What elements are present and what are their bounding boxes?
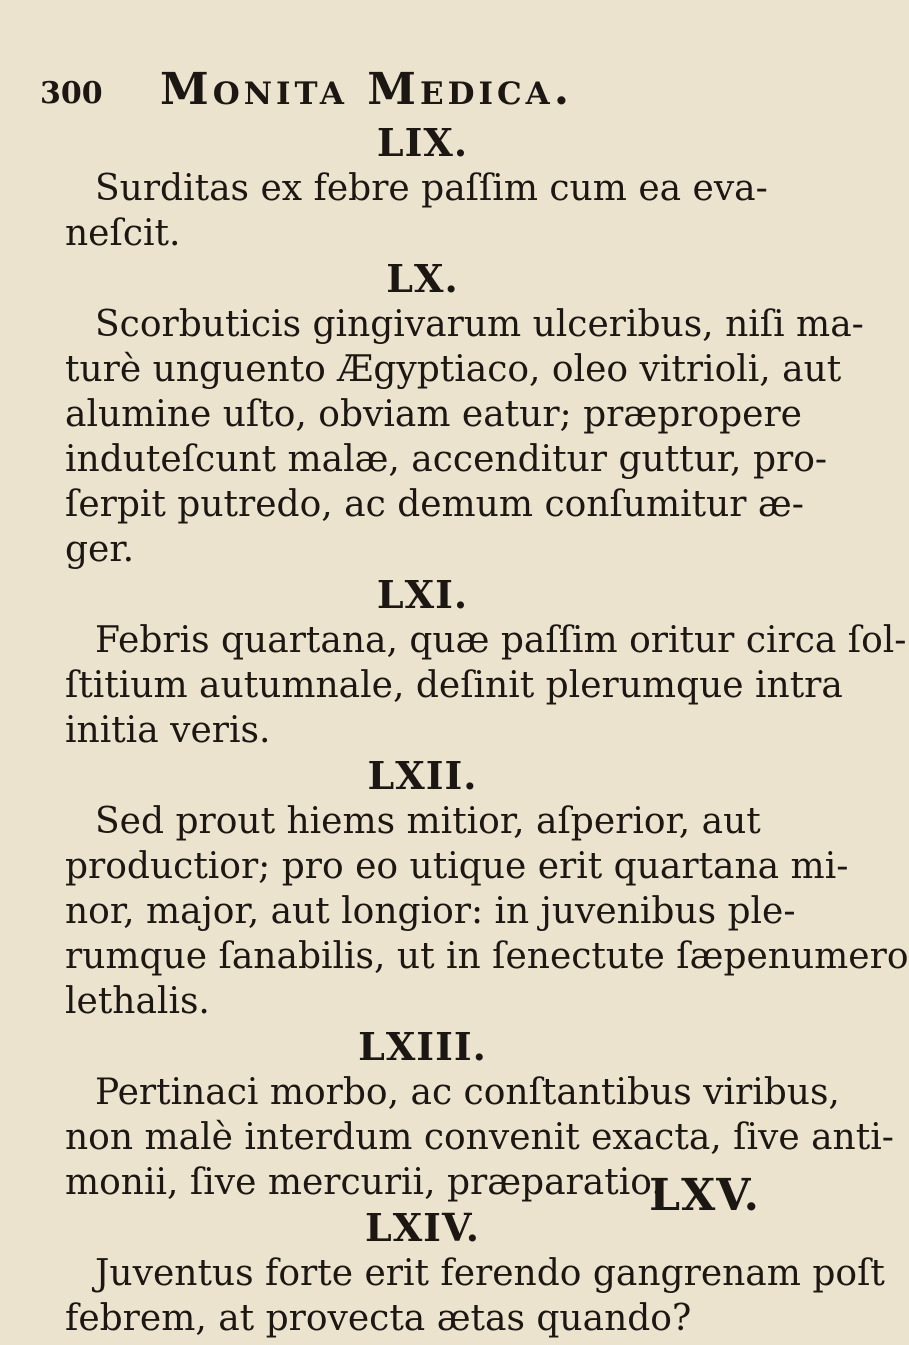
text-line: monii, ſive mercurii, præparatio. [65,1162,663,1203]
text-line: rumque ſanabilis, ut in ſenectute ſæpenumero [65,936,909,977]
aphorism-59 [65,120,780,256]
text-line: ſtitium autumnale, deſinit plerumque intra [65,665,843,706]
aphorism-61 [65,572,907,753]
page-body [65,120,909,1341]
aphorism-numeral: LXII. [367,753,478,798]
aphorism-numeral: LXI. [376,572,469,617]
text-line: neſcit. [65,213,181,254]
aphorism-numeral: LXIV. [364,1205,481,1250]
aphorism-62 [65,753,909,1024]
text-line: productior; pro eo utique erit quartana mi- [65,846,849,887]
aphorism-numeral: LXIII. [358,1024,487,1069]
text-line: Pertinaci morbo, ac conſtantibus viribus, [95,1072,840,1113]
text-line: ger. [65,529,135,570]
text-line: nor, major, aut longior: in juvenibus ple- [65,891,796,932]
catchword: LXV. [649,1170,760,1221]
aphorism-text [65,302,864,572]
text-line: initia veris. [65,710,271,751]
aphorism-64 [65,1205,885,1341]
aphorism-text [65,799,909,1024]
text-line: turè unguento Ægyptiaco, oleo vitrioli, aut [65,349,842,390]
text-line: Sed prout hiems mitior, aſperior, aut [95,801,761,842]
running-head: Monita Medica. [160,64,574,115]
text-line: ſerpit putredo, ac demum conſumitur æ- [65,484,804,525]
text-line: non malè interdum convenit exacta, ſive anti- [65,1117,894,1158]
text-line: febrem, at provecta ætas quando? [65,1298,692,1339]
text-line: Scorbuticis gingivarum ulceribus, niſi ma- [95,304,864,345]
page-number: 300 [40,76,103,111]
text-line: Juventus forte erit ferendo gangrenam poſt [95,1253,885,1294]
text-line: induteſcunt malæ, accenditur guttur, pro- [65,439,828,480]
aphorism-text [65,1251,885,1341]
text-line: lethalis. [65,981,210,1022]
aphorism-text [65,618,907,753]
aphorism-numeral: LX. [386,256,459,301]
page-header [40,60,760,120]
aphorism-text [65,166,780,256]
text-line: Febris quartana, quæ paſſim oritur circa ſol- [95,620,907,661]
aphorism-numeral: LIX. [376,120,469,165]
aphorism-60 [65,256,864,572]
text-line: alumine uſto, obviam eatur; præpropere [65,394,802,435]
text-line: Surditas ex febre paſſim cum ea eva- [95,168,768,209]
